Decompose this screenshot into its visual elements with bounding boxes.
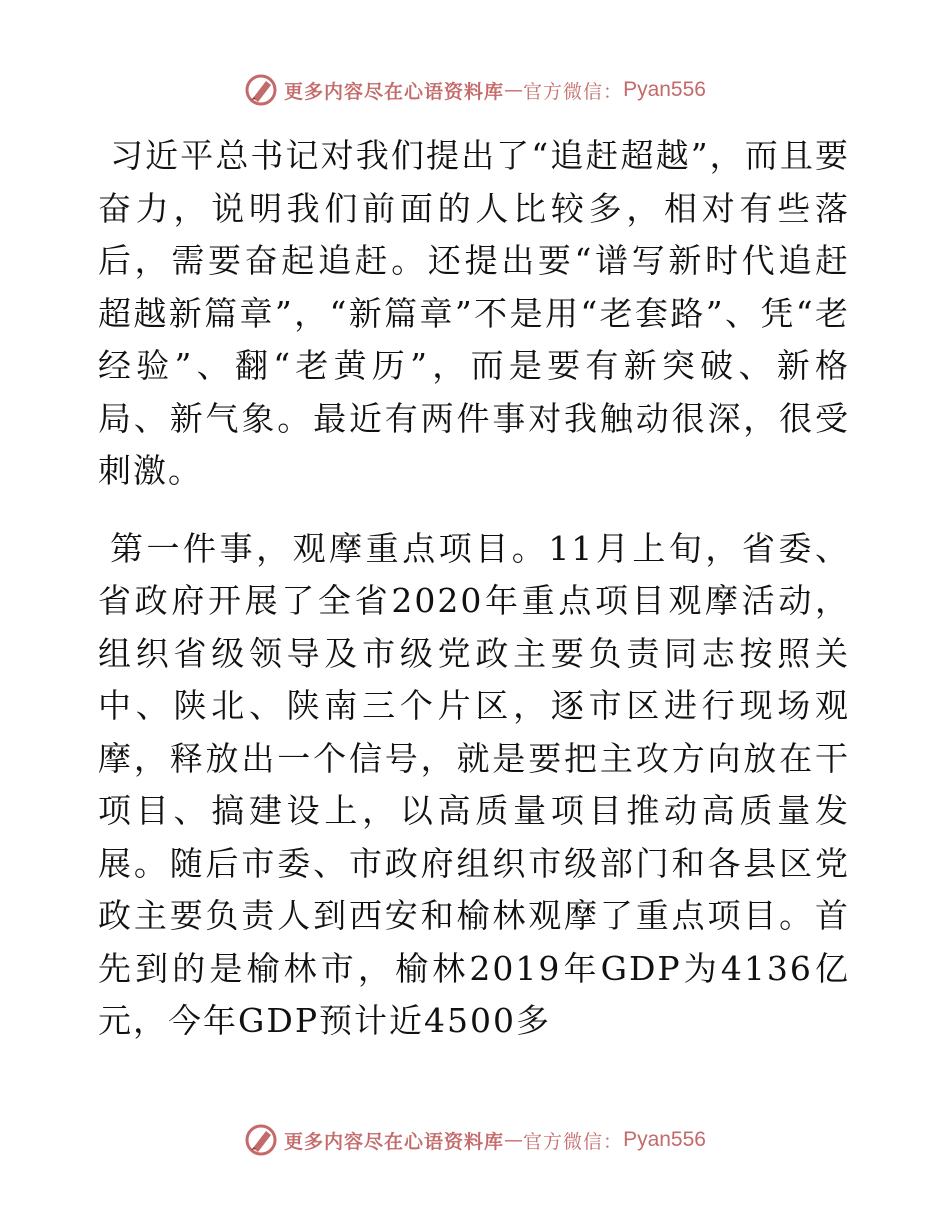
header-wechat-label: 官方微信： <box>523 80 624 103</box>
pen-nib-logo-icon <box>244 1123 278 1157</box>
footer-separator: — <box>504 1129 524 1151</box>
footer-watermark-banner <box>0 1120 950 1160</box>
header-site-text: 更多内容尽在心语资料库 <box>284 80 505 103</box>
pen-nib-logo-icon <box>244 73 278 107</box>
header-wechat-handle: Pyan556 <box>623 78 706 101</box>
footer-wechat-label: 官方微信： <box>523 1130 624 1153</box>
document-body <box>98 130 850 1048</box>
footer-wechat-handle: Pyan556 <box>623 1128 706 1151</box>
paragraph-2: 第一件事，观摩重点项目。11月上旬，省委、省政府开展了全省2020年重点项目观摩活动，组织省级领导及市级党政主要负责同志按照关中、陕北、陕南三个片区，逐市区进行现场观摩，释放出一个信号，就是要把主攻方向放在干项目、搞建设上，以高质量项目推动高质量发展。随后市委、市政府组织市级部门和各县区党政主要负责人到西安和榆林观摩了重点项目。首先到的是榆林市，榆林2019年GDP为4136亿元，今年GDP预计近4500多 <box>98 528 850 1040</box>
footer-site-text: 更多内容尽在心语资料库 <box>284 1130 505 1153</box>
header-watermark-banner <box>0 70 950 110</box>
paragraph-1: 习近平总书记对我们提出了“追赶超越”，而且要奋力，说明我们前面的人比较多，相对有些落后，需要奋起追赶。还提出要“谱写新时代追赶超越新篇章”，“新篇章”不是用“老套路”、凭“老经验”、翻“老黄历”，而是要有新突破、新格局、新气象。最近有两件事对我触动很深，很受刺激。 <box>98 136 850 490</box>
header-separator: — <box>504 79 524 101</box>
